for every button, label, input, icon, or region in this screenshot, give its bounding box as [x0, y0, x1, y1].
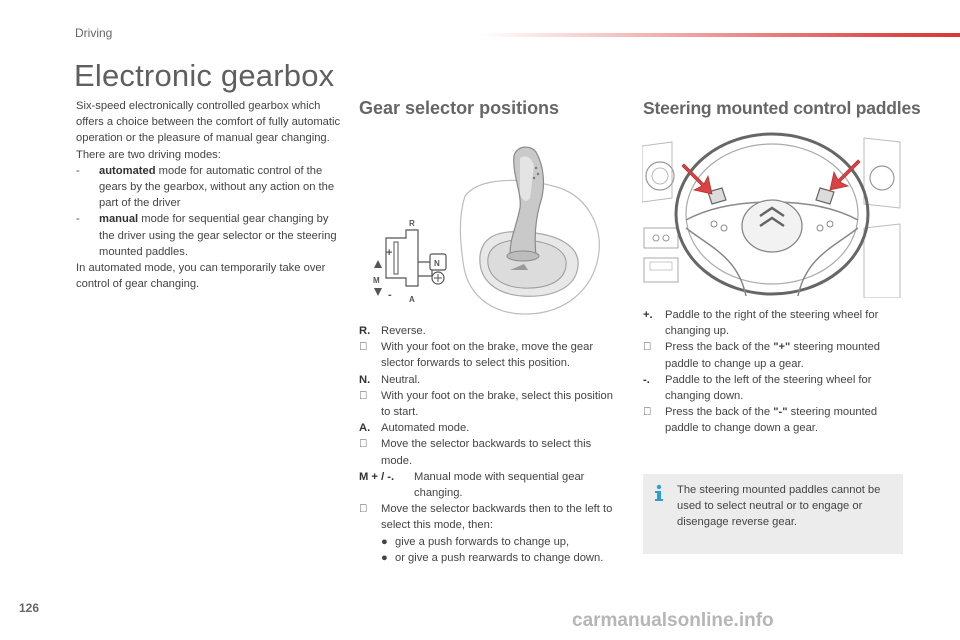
- page-title: Electronic gearbox: [74, 58, 335, 93]
- paddles-heading: Steering mounted control paddles: [643, 98, 921, 118]
- info-icon: [653, 484, 665, 502]
- mode-automated-text: mode for automatic control of the gears by the gearbox, without any action on the part of the driver: [99, 164, 335, 210]
- position-m: [359, 469, 621, 501]
- step-text: With your foot on the brake, move the gear slector forwards to select this position.: [381, 341, 594, 370]
- intro-closing: In automated mode, you can temporarily take over control of gear changing.: [76, 262, 326, 291]
- gate-plus-label: +: [386, 247, 393, 259]
- mode-manual: [76, 211, 344, 260]
- paddle-minus-step: [643, 404, 905, 436]
- paddle-plus: [643, 307, 905, 339]
- position-code: N.: [359, 373, 371, 386]
- paddle-label: Paddle to the left of the steering wheel for changing down.: [665, 373, 872, 403]
- position-r: [359, 323, 621, 339]
- gear-heading: Gear selector positions: [359, 98, 560, 118]
- bullet-icon: ●: [381, 551, 388, 564]
- info-text: The steering mounted paddles cannot be used to select neutral or to engage or disengage reverse gear.: [677, 484, 881, 529]
- paddle-label: Paddle to the right of the steering wheel for changing up.: [665, 309, 879, 338]
- position-r-step: [359, 339, 621, 371]
- gate-minus-label: -: [388, 289, 392, 301]
- position-n: [359, 372, 621, 388]
- paddle-symbol: "+": [773, 341, 791, 354]
- paddle-plus-step: [643, 339, 905, 371]
- mode-automated: [76, 163, 344, 212]
- paddles-list: [643, 307, 905, 437]
- position-n-step: [359, 388, 621, 420]
- gear-positions-list: [359, 323, 621, 566]
- step-icon: [643, 339, 665, 371]
- header-bar: [480, 33, 960, 37]
- position-a-step: [359, 436, 621, 468]
- step-text: Press the back of the: [665, 406, 774, 419]
- position-label: Manual mode with sequential gear changing.: [414, 470, 585, 500]
- step-icon: [643, 404, 665, 436]
- position-label: Neutral.: [381, 373, 421, 386]
- step-text: Press the back of the: [665, 341, 774, 354]
- dash: -: [76, 164, 80, 177]
- bullet-item: [359, 550, 621, 566]
- intro-modes-lead: There are two driving modes:: [76, 148, 221, 161]
- steering-wheel-illustration: [642, 128, 902, 298]
- dash: -: [76, 213, 80, 226]
- gate-n-label: N: [434, 259, 440, 268]
- position-m-step: [359, 501, 621, 533]
- paddle-symbol: "-": [773, 406, 788, 419]
- gate-r-label: R: [409, 219, 415, 228]
- mode-automated-label: automated: [99, 164, 156, 177]
- position-label: Reverse.: [381, 325, 426, 337]
- mode-manual-label: manual: [99, 213, 139, 226]
- paddle-code: -.: [643, 373, 650, 386]
- gate-m-label: M: [373, 276, 380, 285]
- watermark: carmanualsonline.info: [572, 610, 774, 631]
- step-text: Move the selector backwards to select this mode.: [381, 438, 592, 467]
- position-code: R.: [359, 325, 371, 337]
- bullet-item: [359, 534, 621, 550]
- mode-manual-text: mode for sequential gear changing by the driver using the gear selector or the steering mounted paddles.: [99, 213, 337, 258]
- bullet-text: give a push forwards to change up,: [395, 535, 570, 548]
- intro-text: [76, 98, 344, 292]
- step-icon: [359, 388, 381, 420]
- position-label: Automated mode.: [381, 422, 470, 435]
- step-icon: [359, 339, 381, 371]
- step-text: With your foot on the brake, select this position to start.: [381, 389, 613, 419]
- intro-paragraph: Six-speed electronically controlled gearbox which offers a choice between the comfort of fully automatic operation or the pleasure of manual gear changing.: [76, 100, 341, 145]
- step-text: steering mounted paddle to change up a gear.: [665, 341, 880, 370]
- step-text: steering mounted paddle to change down a gear.: [665, 406, 878, 435]
- bullet-icon: ●: [381, 535, 388, 548]
- bullet-text: or give a push rearwards to change down.: [395, 551, 604, 564]
- paddle-code: +.: [643, 309, 653, 321]
- gear-selector-illustration: [360, 138, 612, 318]
- step-icon: [359, 501, 381, 533]
- paddle-minus: [643, 372, 905, 404]
- position-code: M + / -.: [359, 470, 395, 483]
- step-text: Move the selector backwards then to the left to select this mode, then:: [381, 503, 613, 532]
- section-tab: Driving: [75, 26, 113, 40]
- page-number: 126: [19, 601, 40, 615]
- position-a: [359, 420, 621, 436]
- gate-a-label: A: [409, 295, 415, 304]
- info-box: [643, 474, 903, 554]
- position-code: A.: [359, 422, 371, 435]
- step-icon: [359, 436, 381, 468]
